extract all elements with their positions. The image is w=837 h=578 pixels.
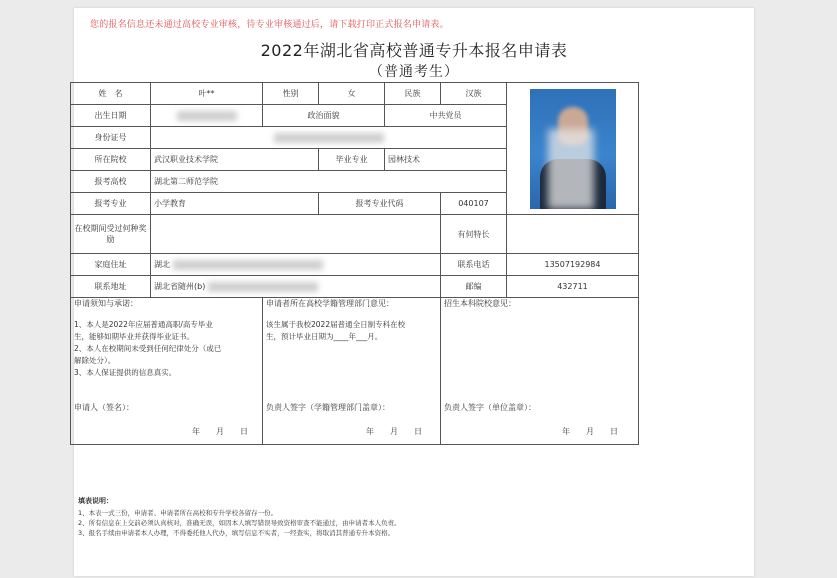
specialty-label: 有何特长 xyxy=(441,215,507,254)
school-sign-date: 年 月 日 xyxy=(366,427,422,436)
application-form-table xyxy=(70,82,639,445)
birth-value xyxy=(151,105,263,127)
birth-label: 出生日期 xyxy=(71,105,151,127)
notes-head: 填表说明： xyxy=(78,497,113,505)
school-block-head: 申请者所在高校学籍管理部门意见： xyxy=(266,299,394,308)
admit-sign-label: 负责人签字（单位盖章）： xyxy=(444,403,536,412)
photo-cell xyxy=(507,83,639,215)
specialty-value xyxy=(507,215,639,254)
applicant-block-head: 申请须知与承诺： xyxy=(74,299,138,308)
name-label: 姓 名 xyxy=(71,83,151,105)
gender-label: 性别 xyxy=(263,83,319,105)
ethnicity-label: 民族 xyxy=(385,83,441,105)
name-value: 叶** xyxy=(151,83,263,105)
applicant-photo xyxy=(530,89,616,209)
target-major-value: 小学教育 xyxy=(151,193,319,215)
admit-block-head: 招生本科院校意见： xyxy=(444,299,516,308)
grad-major-label: 毕业专业 xyxy=(319,149,385,171)
postcode-label: 邮编 xyxy=(441,276,507,298)
home-label: 家庭住址 xyxy=(71,254,151,276)
phone-label: 联系电话 xyxy=(441,254,507,276)
applicant-line: 解除处分）。 xyxy=(74,356,116,365)
id-value xyxy=(151,127,507,149)
major-code-value: 040107 xyxy=(441,193,507,215)
school-line: 生，预计毕业日期为____年___月。 xyxy=(266,332,383,341)
admitting-school-block xyxy=(441,298,639,445)
contact-label: 联系地址 xyxy=(71,276,151,298)
admit-sign-date: 年 月 日 xyxy=(562,427,618,436)
note-item: 3、报名手续由申请者本人办理，不得委托他人代办，填写信息不实者，一经查实，将取消其普通专升本资格。 xyxy=(78,529,395,537)
school-value: 武汉职业技术学院 xyxy=(151,149,319,171)
school-sign-label: 负责人签字（学籍管理部门盖章）： xyxy=(266,403,390,412)
applicant-sign-date: 年 月 日 xyxy=(192,427,248,436)
major-code-label: 报考专业代码 xyxy=(319,193,441,215)
school-label: 所在院校 xyxy=(71,149,151,171)
form-title: 2022年湖北省高校普通专升本报名申请表 xyxy=(260,41,568,60)
home-value: 湖北 xyxy=(151,254,441,276)
applicant-line: 2、本人在校期间未受到任何纪律处分（或已 xyxy=(74,344,222,353)
note-item: 2、所有信息在上交前必须认真核对，准确无误，如因本人填写错误导致资格审查不能通过，由申请者本人负责。 xyxy=(78,519,401,527)
applicant-commitment-block xyxy=(71,298,263,445)
target-school-label: 报考高校 xyxy=(71,171,151,193)
review-notice: 您的报名信息还未通过高校专业审核，待专业审核通过后，请下载打印正式报名申请表。 xyxy=(90,20,449,30)
note-item: 1、本表一式三份，申请者、申请者所在高校和专升学校各留存一份。 xyxy=(78,509,278,517)
applicant-line: 3、本人保证提供的信息真实。 xyxy=(74,368,177,377)
applicant-sign-label: 申请人（签名）： xyxy=(74,403,134,412)
form-subtitle: （普通考生） xyxy=(369,64,459,80)
awards-label: 在校期间受过何种奖励 xyxy=(71,215,151,254)
awards-value xyxy=(151,215,441,254)
phone-value: 13507192984 xyxy=(507,254,639,276)
contact-value: 湖北省随州(b) xyxy=(151,276,441,298)
target-major-label: 报考专业 xyxy=(71,193,151,215)
school-line: 该生属于我校2022届普通全日制专科在校 xyxy=(266,320,406,329)
political-value: 中共党员 xyxy=(385,105,507,127)
political-label: 政治面貌 xyxy=(263,105,385,127)
school-opinion-block xyxy=(263,298,441,445)
target-school-value: 湖北第二师范学院 xyxy=(151,171,507,193)
id-label: 身份证号 xyxy=(71,127,151,149)
applicant-line: 1、本人是2022年应届普通高职/高专毕业 xyxy=(74,320,213,329)
ethnicity-value: 汉族 xyxy=(441,83,507,105)
applicant-line: 生，能够如期毕业并获得毕业证书。 xyxy=(74,332,194,341)
fill-instructions xyxy=(78,496,638,538)
postcode-value: 432711 xyxy=(507,276,639,298)
gender-value: 女 xyxy=(319,83,385,105)
grad-major-value: 园林技术 xyxy=(385,149,507,171)
